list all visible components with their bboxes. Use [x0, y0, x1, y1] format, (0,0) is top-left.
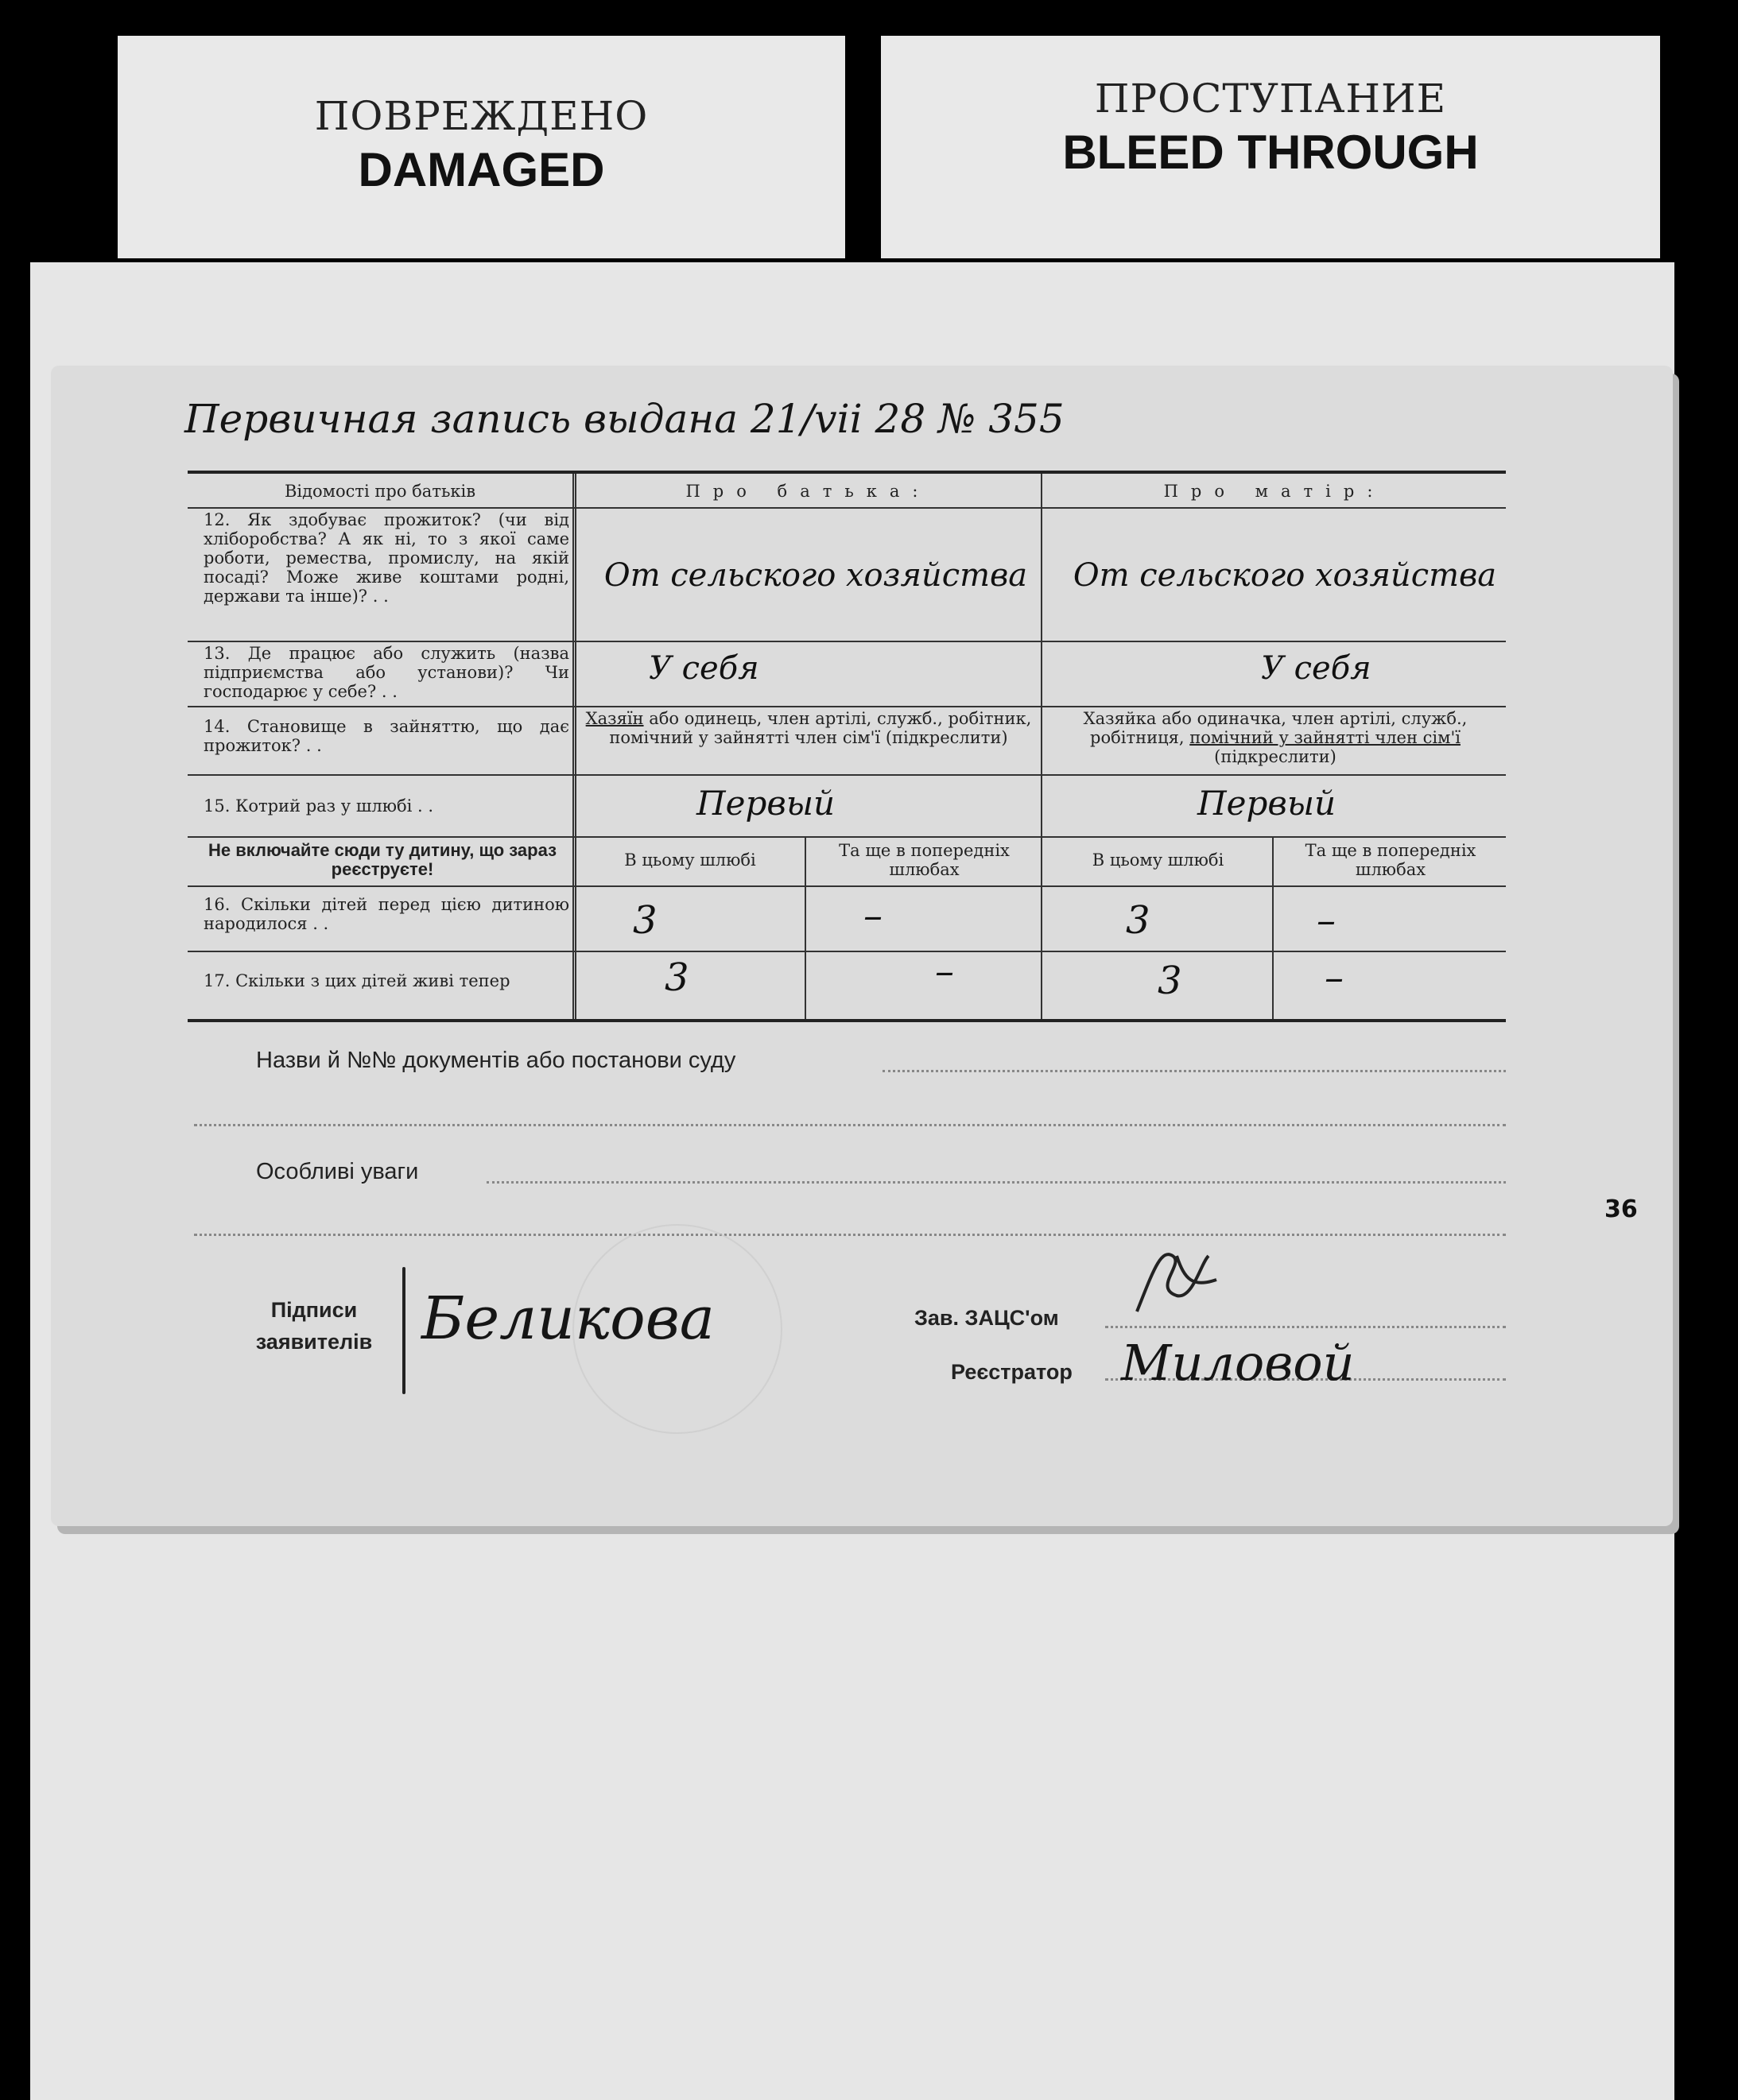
question-text: Котрий раз у шлюбі . .	[235, 796, 434, 816]
question-14	[204, 717, 569, 755]
applicants-label-line-2: заявителів	[255, 1330, 373, 1354]
parents-info-table	[188, 471, 1506, 1022]
question-number: 17.	[204, 971, 231, 990]
question-12	[204, 510, 569, 606]
father-workplace: У себя	[649, 650, 759, 687]
children-note: Не включайте сюди ту дитину, що зараз реєструєте!	[208, 840, 557, 879]
mother-children-alive-this: 3	[1158, 959, 1182, 1003]
question-16	[204, 895, 569, 933]
father-children-alive-prev: –	[935, 949, 954, 994]
father-status-underlined: Хазяїн	[585, 709, 644, 728]
mother-this-marriage-header: В цьому шлюбі	[1092, 850, 1224, 870]
documents-label: Назви й №№ документів або постанови суду	[256, 1048, 736, 1073]
mother-children-alive-prev: –	[1325, 955, 1344, 1000]
question-text: Становище в зайняттю, що дає прожиток? . .	[204, 717, 569, 755]
divider-father-sub	[805, 838, 806, 1019]
question-13	[204, 644, 569, 701]
header-note: Первичная запись выдана 21/vii 28 № 355	[184, 396, 1065, 442]
documents-line-2	[194, 1124, 1506, 1126]
father-livelihood: От сельского хозяйства	[603, 557, 1028, 594]
question-text: Скільки з цих дітей живі тепер	[235, 971, 510, 990]
row-line	[188, 885, 1506, 887]
father-status-rest: або одинець, член артілі, служб., робітник, помічний у зайнятті член сім'ї (підкреслити)	[609, 709, 1032, 747]
father-occupation-status	[579, 709, 1038, 747]
head-signature-mark	[1129, 1240, 1224, 1327]
divider-info	[572, 474, 576, 1019]
damaged-label-card	[118, 36, 845, 258]
question-number: 15.	[204, 796, 231, 816]
question-15	[204, 796, 569, 816]
mother-children-born-prev: –	[1317, 898, 1336, 943]
signature-bracket	[402, 1267, 405, 1394]
father-previous-header: Та ще в попередніх шлюбах	[839, 841, 1010, 879]
damaged-label-ru: ПОВРЕЖДЕНО	[314, 93, 649, 139]
applicants-signature-label	[239, 1294, 390, 1358]
row-line	[188, 836, 1506, 838]
damaged-label-en: DAMAGED	[358, 143, 605, 196]
remarks-label: Особливі уваги	[256, 1159, 419, 1184]
divider-father-mother	[1041, 474, 1042, 1019]
mother-status-underlined: помічний у зайнятті член сім'ї	[1189, 728, 1461, 747]
father-children-born-this: 3	[633, 898, 658, 943]
father-children-born-prev: –	[863, 893, 883, 938]
registrar-signature: Миловой	[1121, 1334, 1355, 1392]
applicants-label-line-1: Підписи	[270, 1298, 358, 1322]
question-number: 16.	[204, 895, 231, 914]
bleed-label-en: BLEED THROUGH	[1062, 126, 1479, 179]
remarks-line-2	[194, 1234, 1506, 1236]
applicant-signature: Беликова	[421, 1284, 715, 1353]
row-line	[188, 951, 1506, 952]
mother-status-end: (підкреслити)	[1214, 747, 1336, 766]
margin-mark: 36	[1604, 1195, 1638, 1223]
mother-marriage-count: Первый	[1197, 784, 1336, 823]
question-text: Як здобуває прожиток? (чи від хліборобства? А як ні, то з якої саме роботи, ремества, промислу, на якій посаді? Може живе коштами родні, держави та інше)? . .	[204, 510, 569, 606]
documents-line	[883, 1070, 1506, 1072]
question-number: 14.	[204, 717, 231, 736]
question-text: Скільки дітей перед цією дитиною народилося . .	[204, 895, 569, 933]
row-line	[188, 774, 1506, 776]
mother-occupation-status	[1046, 709, 1504, 766]
father-marriage-count: Первый	[696, 784, 836, 823]
mother-status-start: Хазяйка або одиначка, член артілі, служб., робітниця,	[1083, 709, 1468, 747]
column-header-father: Про батька:	[685, 482, 931, 501]
mother-previous-header: Та ще в попередніх шлюбах	[1305, 841, 1476, 879]
row-line	[188, 641, 1506, 642]
divider-mother-sub	[1272, 838, 1274, 1019]
column-header-info: Відомості про батьків	[284, 482, 476, 501]
row-line	[188, 706, 1506, 707]
question-number: 12.	[204, 510, 231, 529]
mother-livelihood: От сельского хозяйства	[1073, 557, 1497, 594]
mother-workplace: У себя	[1261, 650, 1371, 687]
bleed-through-label-card	[881, 36, 1660, 258]
question-text: Де працює або служить (назва підприємства або установи)? Чи господарює у себе? . .	[204, 644, 569, 701]
remarks-line	[487, 1181, 1506, 1184]
bleed-label-ru: ПРОСТУПАНИЕ	[1094, 76, 1447, 122]
father-this-marriage-header: В цьому шлюбі	[624, 850, 756, 870]
mother-children-born-this: 3	[1126, 898, 1150, 943]
question-17	[204, 971, 569, 990]
head-label: Зав. ЗАЦС'ом	[914, 1306, 1059, 1330]
registrar-label: Реєстратор	[951, 1360, 1073, 1384]
column-header-mother: Про матір:	[1163, 482, 1386, 501]
row-line	[188, 507, 1506, 509]
question-number: 13.	[204, 644, 231, 663]
father-children-alive-this: 3	[665, 955, 689, 1000]
